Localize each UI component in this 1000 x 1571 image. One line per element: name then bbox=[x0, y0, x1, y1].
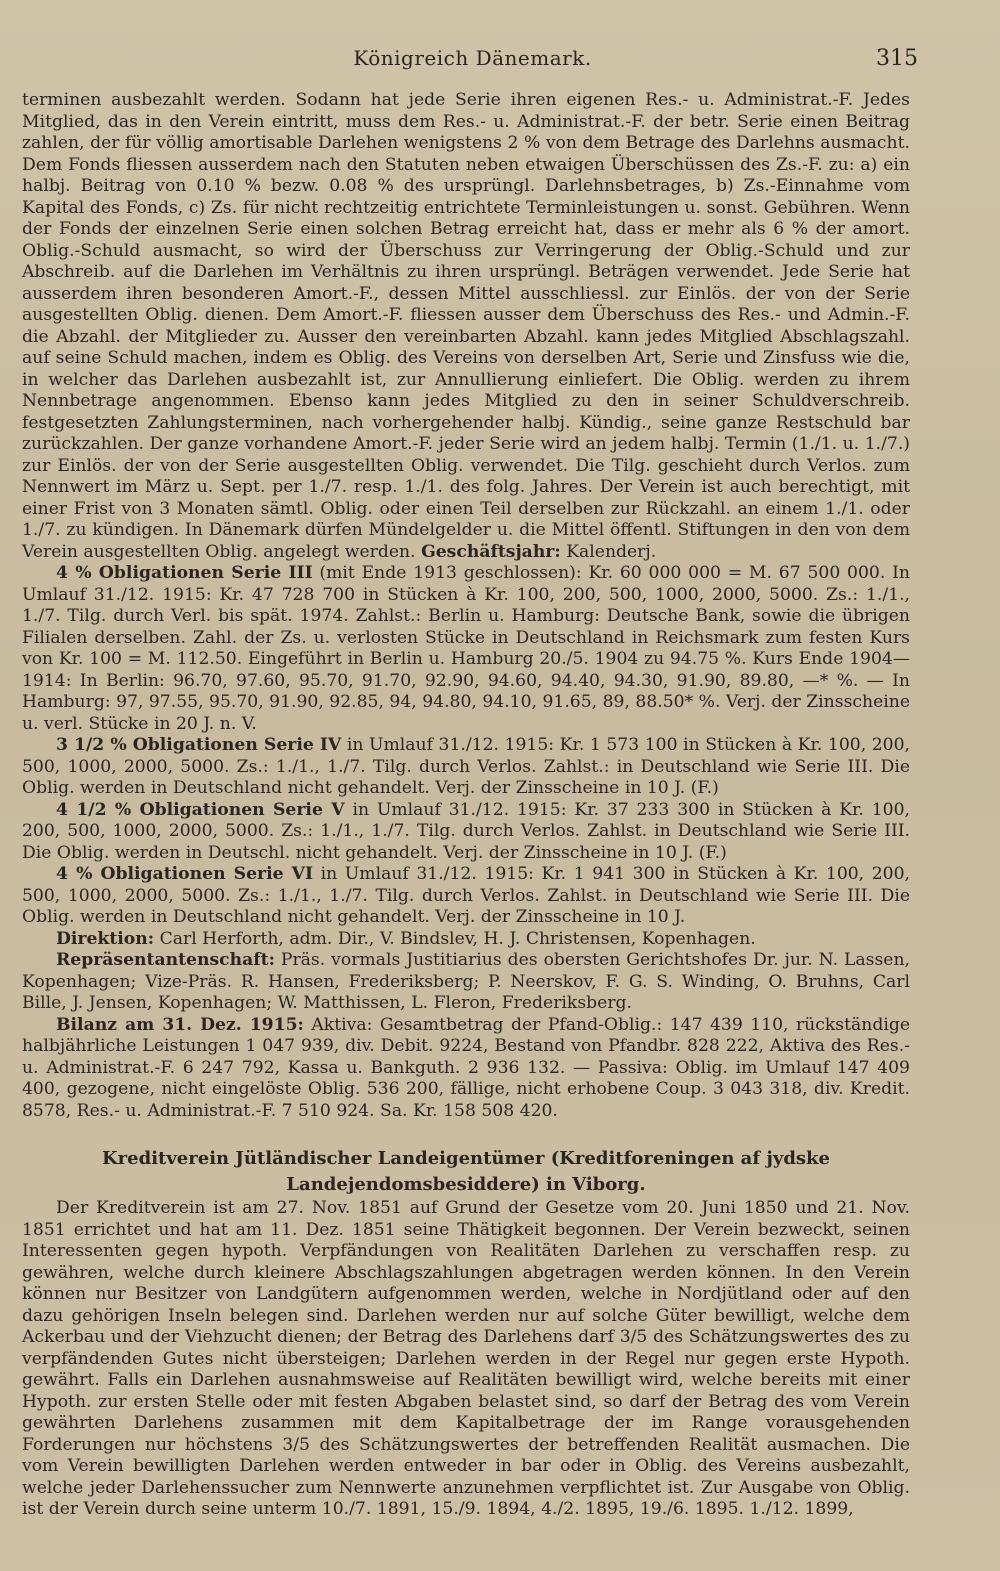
representatives-text: Präs. vormals Justitiarius des obersten Gerichtshofes Dr. jur. N. Lassen, Kopenhagen; Vize-Präs. R. Hansen, Frederiksberg; P. Neerskov, F. G. S. Winding, O. Bruhns, Carl Bille, J. Jensen, Kopenhagen; W. Matthissen, L. Fleron, Frederiksberg. bbox=[22, 950, 910, 1013]
bond-series-vi bbox=[22, 864, 910, 929]
article-title bbox=[22, 1146, 910, 1198]
directors-text: Carl Herforth, adm. Dir., V. Bindslev, H. J. Christensen, Kopenhagen. bbox=[159, 928, 756, 949]
fiscal-year-value: Kalenderj. bbox=[566, 541, 657, 562]
bond-series-vi-label: 4 % Obligationen Serie VI bbox=[56, 864, 314, 884]
bond-series-iv-text: in Umlauf 31./12. 1915: Kr. 1 573 100 in Stücken à Kr. 100, 200, 500, 1000, 2000, 5000. Zs.: 1./1., 1./7. Tilg. durch Verlos. Zahlst.: in Deutschland wie Serie III. Die Oblig. werden in Deutschland nicht gehandelt. Verj. der Zinsscheine in 10 J. (F.) bbox=[22, 735, 910, 798]
statutes-text: terminen ausbezahlt werden. Sodann hat jede Serie ihren eigenen Res.- u. Administrat.-F. Jedes Mitglied, das in den Verein eintritt, muss dem Res.- u. Administrat.-F. der betr. Serie einen Beitrag zahlen, der für völlig amortisable Darlehen wenigstens 2 % von dem Betrage des Darlehns ausmacht. Dem Fonds fliessen ausserdem nach den Statuten neben etwaigen Überschüssen des Zs.-F. zu: a) ein halbj. Beitrag von 0.10 % bezw. 0.08 % des ursprüngl. Darlehnsbetrages, b) Zs.-Einnahme vom Kapital des Fonds, c) Zs. für nicht rechtzeitig entrichtete Terminleistungen u. sonst. Gebühren. Wenn der Fonds der einzelnen Serie einen solchen Betrag erreicht hat, dass er mehr als 6 % der amort. Oblig.-Schuld ausmacht, so wird der Überschuss zur Verringerung der Oblig.-Schuld und zur Abschreib. auf die Darlehen im Verhältnis zu ihren ursprüngl. Beträgen verwendet. Jede Serie hat ausserdem ihren besonderen Amort.-F., dessen Mittel ausschliessl. zur Einlös. der von der Serie ausgestellten Oblig. dienen. Dem Amort.-F. fliessen ausser dem Überschuss des Res.- und Admin.-F. die Abzahl. der Mitglieder zu. Ausser den vereinbarten Abzahl. kann jedes Mitglied Abschlagszahl. auf seine Schuld machen, indem es Oblig. des Vereins von derselben Art, Serie und Zinsfuss wie die, in welcher das Darlehen ausbezahlt ist, zur Annullierung einliefert. Die Oblig. werden zu ihrem Nennbetrage angenommen. Ebenso kann jedes Mitglied zu den in seiner Schuldverschreib. festgesetzten Zahlungsterminen, nach vorhergehender halbj. Kündig., seine ganze Restschuld bar zurückzahlen. Der ganze vorhandene Amort.-F. jeder Serie wird an jedem halbj. Termin (1./1. u. 1./7.) zur Einlös. der von der Serie ausgestellten Oblig. verwendet. Die Tilg. geschieht durch Verlos. zum Nennwert im März u. Sept. per 1./7. resp. 1./1. des folg. Jahres. Der Verein ist auch berechtigt, mit einer Frist von 3 Monaten sämtl. Oblig. oder einen Teil derselben zur Rückzahl. an einem 1./1. oder 1./7. zu kündigen. In Dänemark dürfen Mündelgelder u. die Mittel öffentl. Stiftungen in den von dem Verein ausgestellten Oblig. angelegt werden. bbox=[22, 90, 910, 562]
bond-series-iii-label: 4 % Obligationen Serie III bbox=[56, 563, 313, 583]
continued-entry bbox=[22, 90, 910, 1122]
article-kreditverein bbox=[22, 1146, 910, 1521]
page-content bbox=[22, 90, 910, 1521]
representatives bbox=[22, 950, 910, 1015]
bond-series-v-label: 4 1/2 % Obligationen Serie V bbox=[56, 799, 345, 820]
balance-sheet-label: Bilanz am 31. Dez. 1915: bbox=[56, 1014, 304, 1035]
balance-sheet-text: Aktiva: Gesamtbetrag der Pfand-Oblig.: 147 439 110, rückständige halbjährliche Leistungen 1 047 939, div. Debit. 9224, Bestand von Pfandbr. 828 222, Aktiva des Res.- u. Administrat.-F. 6 247 792, Kassa u. Bankguth. 2 936 132. — Passiva: Oblig. im Umlauf 147 409 400, gezogene, nicht eingelöste Oblig. 536 200, fällige, nicht erhobene Coup. 3 043 318, div. Kredit. 8578, Res.- u. Administrat.-F. 7 510 924. Sa. Kr. 158 508 420. bbox=[22, 1014, 911, 1121]
article-title-line-2: Landejendomsbesiddere) in Viborg. bbox=[286, 1174, 646, 1195]
bond-series-iv-label: 3 1/2 % Obligationen Serie IV bbox=[56, 735, 342, 755]
bond-series-v-text: in Umlauf 31./12. 1915: Kr. 37 233 300 in Stücken à Kr. 100, 200, 500, 1000, 2000, 5000. Zs.: 1./1., 1./7. Tilg. durch Verlos. Zahlst. in Deutschland wie Serie III. Die Oblig. werden in Deutschl. nicht gehandelt. Verj. der Zinsscheine in 10 J. (F.) bbox=[22, 799, 911, 863]
article-body: Der Kreditverein ist am 27. Nov. 1851 auf Grund der Gesetze vom 20. Juni 1850 und 21. Nov. 1851 errichtet und hat am 11. Dez. 1851 seine Thätigkeit begonnen. Der Verein bezweckt, seinen Interessenten gegen hypoth. Verpfändungen von Realitäten Darlehen zu verschaffen resp. zu gewähren, welche durch kleinere Abschlagszahlungen abgetragen werden können. In den Verein können nur Besitzer von Landgütern aufgenommen werden, welche in Nordjütland oder auf den dazu gehörigen Inseln belegen sind. Darlehen werden nur auf solche Güter bewilligt, welche dem Ackerbau und der Viehzucht dienen; der Betrag des Darlehens darf 3/5 des Schätzungswertes des zu verpfändenden Gutes nicht übersteigen; Darlehen werden in der Regel nur gegen erste Hypoth. gewährt. Falls ein Darlehen ausnahmsweise auf Realitäten bewilligt wird, welche bereits mit einer Hypoth. zur ersten Stelle oder mit festen Abgaben belastet sind, so darf der Betrag des vom Verein gewährten Darlehens zusammen mit dem Kapitalbetrage der im Range vorausgehenden Forderungen nur höchstens 3/5 des Schätzungswertes der betreffenden Realität ausmachen. Die vom Verein bewilligten Darlehen werden entweder in bar oder in Oblig. des Vereins ausbezahlt, welche jeder Darlehenssucher zum Nennwerte anzunehmen verpflichtet ist. Zur Ausgabe von Oblig. ist der Verein durch seine unterm 10./7. 1891, 15./9. 1894, 4./2. 1895, 19./6. 1895. 1./12. 1899, bbox=[22, 1198, 910, 1519]
page-number: 315 bbox=[876, 46, 918, 71]
directors bbox=[22, 929, 910, 951]
article-title-line-1: Kreditverein Jütländischer Landeigentümer (Kreditforeningen af jydske bbox=[102, 1148, 830, 1169]
representatives-label: Repräsentantenschaft: bbox=[56, 950, 275, 970]
statutes-paragraph bbox=[22, 90, 910, 563]
bond-series-v bbox=[22, 800, 910, 865]
bond-series-iii bbox=[22, 563, 910, 735]
page-header bbox=[0, 42, 1000, 78]
directors-label: Direktion: bbox=[56, 928, 155, 949]
running-title: Königreich Dänemark. bbox=[353, 46, 592, 70]
bond-series-iv bbox=[22, 735, 910, 800]
bond-series-vi-text: in Umlauf 31./12. 1915: Kr. 1 941 300 in Stücken à Kr. 100, 200, 500, 1000, 2000, 5000. Zs.: 1./1., 1./7. Tilg. durch Verlos. Zahlst. in Deutschland wie Serie III. Die Oblig. werden in Deutschland nicht gehandelt. Verj. der Zinsscheine in 10 J. bbox=[22, 864, 911, 927]
bond-series-iii-text: (mit Ende 1913 geschlossen): Kr. 60 000 000 = M. 67 500 000. In Umlauf 31./12. 1915: Kr. 47 728 700 in Stücken à Kr. 100, 200, 500, 1000, 2000, 5000. Zs.: 1./1., 1./7. Tilg. durch Verl. bis spät. 1974. Zahlst.: Berlin u. Hamburg: Deutsche Bank, sowie die übrigen Filialen derselben. Zahl. der Zs. u. verlosten Stücke in Deutschland in Reichsmark zum festen Kurs von Kr. 100 = M. 112.50. Eingeführt in Berlin u. Hamburg 20./5. 1904 zu 94.75 %. Kurs Ende 1904—1914: In Berlin: 96.70, 97.60, 95.70, 91.70, 92.90, 94.60, 94.40, 94.30, 91.90, 89.80, —* %. — In Hamburg: 97, 97.55, 95.70, 91.90, 92.85, 94, 94.80, 94.10, 91.65, 89, 88.50* %. Verj. der Zinsscheine u. verl. Stücke in 20 J. n. V. bbox=[22, 563, 910, 734]
fiscal-year-label: Geschäftsjahr: bbox=[421, 541, 561, 562]
balance-sheet bbox=[22, 1015, 910, 1123]
